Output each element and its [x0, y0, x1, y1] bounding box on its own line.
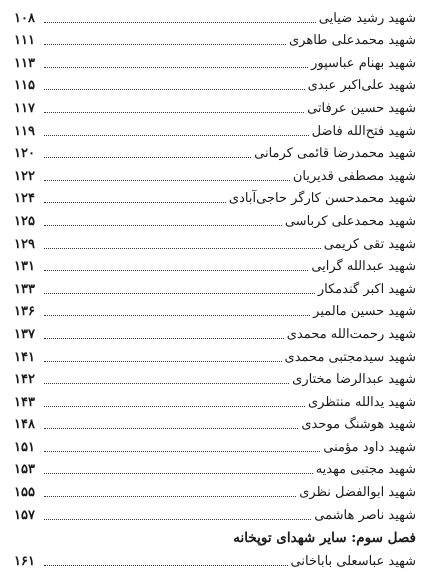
toc-page-number: ۱۵۵: [14, 485, 35, 501]
toc-entry-title: شهید سیدمجتبی محمدی: [284, 349, 416, 365]
toc-row: [14, 366, 416, 389]
toc-page-number: ۱۰۸: [14, 10, 35, 26]
toc-row: [14, 343, 416, 366]
dotted-leader: [44, 157, 251, 158]
toc-page-number: ۱۳۶: [14, 304, 35, 320]
toc-row: [14, 94, 416, 117]
dotted-leader: [44, 44, 286, 45]
toc-row: [14, 320, 416, 343]
dotted-leader: [44, 225, 282, 226]
toc-page-number: ۱۱۵: [14, 78, 35, 94]
dotted-leader: [44, 293, 315, 294]
toc-page-number: ۱۱۷: [14, 100, 35, 116]
toc-page-number: ۱۵۳: [14, 462, 35, 478]
dotted-leader: [44, 519, 311, 520]
toc-page-number: ۱۲۰: [14, 146, 35, 162]
toc-entry-title: شهید محمدرضا قائمی کرمانی: [254, 146, 416, 162]
toc-page-number: ۱۴۳: [14, 394, 35, 410]
toc-row: [14, 72, 416, 95]
toc-row: [14, 4, 416, 27]
dotted-leader: [44, 428, 298, 429]
toc-row: [14, 207, 416, 230]
dotted-leader: [44, 89, 305, 90]
dotted-leader: [44, 496, 296, 497]
dotted-leader: [44, 180, 290, 181]
toc-entry-title: شهید مجتبی مهدیه: [315, 462, 416, 478]
toc-entry-title: شهید محمدحسن کارگر حاجی‌آبادی: [228, 191, 416, 207]
dotted-leader: [44, 22, 316, 23]
toc-entry-title: شهید مصطفی قدیریان: [292, 168, 416, 184]
toc-entry-title: شهید ناصر هاشمی: [314, 507, 416, 523]
dotted-leader: [44, 565, 288, 566]
dotted-leader: [44, 135, 309, 136]
toc-row: [14, 185, 416, 208]
toc-entry-title: شهید محمدعلی طاهری: [289, 33, 416, 49]
dotted-leader: [44, 202, 226, 203]
toc-page-number: ۱۵۷: [14, 507, 35, 523]
toc-entry-title: شهید عبدالرضا مختاری: [292, 372, 416, 388]
toc-entry-title: شهید رحمت‌الله محمدی: [286, 326, 416, 342]
toc-page-number: ۱۱۳: [14, 55, 35, 71]
toc-row: [14, 456, 416, 479]
toc-row: [14, 140, 416, 163]
toc-row: [14, 27, 416, 50]
toc-entry-title: شهید حسین مالمیر: [313, 304, 416, 320]
toc-row: [14, 388, 416, 411]
dotted-leader: [44, 338, 284, 339]
dotted-leader: [44, 383, 289, 384]
toc-page-number: ۱۱۱: [14, 33, 35, 49]
dotted-leader: [44, 451, 320, 452]
dotted-leader: [44, 473, 313, 474]
toc-page-number: ۱۴۱: [14, 349, 35, 365]
dotted-leader: [44, 406, 305, 407]
toc-page-number: ۱۲۹: [14, 236, 35, 252]
toc-page-number: ۱۲۲: [14, 168, 35, 184]
toc-entry-title: شهید عبدالله گرایی: [311, 259, 416, 275]
toc-entry-title: شهید عباسعلی باباخانی: [290, 554, 416, 570]
toc-entry-title: شهید تقی کریمی: [323, 236, 416, 252]
toc-page-number: ۱۶۱: [14, 554, 35, 570]
toc-page-number: ۱۴۲: [14, 372, 35, 388]
toc-row: [14, 298, 416, 321]
toc-row: [14, 548, 416, 571]
toc-row: [14, 230, 416, 253]
toc-entry-title: شهید رشید ضیایی: [318, 10, 416, 26]
dotted-leader: [44, 67, 308, 68]
section-heading: فصل سوم: سایر شهدای توپخانه: [233, 529, 416, 546]
toc-entry-title: شهید حسین عرفاتی: [307, 100, 416, 116]
toc-page-number: ۱۲۵: [14, 213, 35, 229]
toc-page-number: ۱۵۱: [14, 439, 35, 455]
toc-entry-title: شهید بهنام عباسپور: [311, 55, 416, 71]
toc-row: [14, 117, 416, 140]
toc-entry-title: شهید محمدعلی کرباسی: [284, 213, 416, 229]
toc-entry-title: شهید یدالله منتظری: [307, 394, 416, 410]
dotted-leader: [44, 248, 321, 249]
dotted-leader: [44, 361, 282, 362]
dotted-leader: [44, 112, 304, 113]
toc-row: [14, 501, 416, 524]
toc-page-number: ۱۳۷: [14, 326, 35, 342]
toc-row: [14, 411, 416, 434]
toc-row: [14, 275, 416, 298]
toc-entry-title: شهید علی‌اکبر عبدی: [307, 78, 416, 94]
toc-page-number: ۱۳۱: [14, 259, 35, 275]
toc-entry-title: شهید اکبر گندمکار: [317, 281, 416, 297]
toc-row: [14, 49, 416, 72]
toc-page-number: ۱۳۳: [14, 281, 35, 297]
toc-entry-title: شهید داود مؤمنی: [323, 439, 416, 455]
toc-page-number: ۱۲۴: [14, 191, 35, 207]
dotted-leader: [44, 270, 308, 271]
toc-row: [14, 433, 416, 456]
toc-entry-title: شهید فتح‌الله فاضل: [311, 123, 416, 139]
toc-row: [14, 478, 416, 501]
toc-entry-title: شهید ابوالفضل نظری: [299, 485, 416, 501]
toc-row: [14, 253, 416, 276]
toc-row: [14, 162, 416, 185]
toc-entries: [14, 4, 416, 524]
toc-page-number: ۱۴۸: [14, 417, 35, 433]
dotted-leader: [44, 315, 310, 316]
toc-page-number: ۱۱۹: [14, 123, 35, 139]
toc-entry-title: شهید هوشنگ موحدی: [301, 417, 416, 433]
table-of-contents: [14, 4, 416, 570]
section-entries: [14, 548, 416, 571]
